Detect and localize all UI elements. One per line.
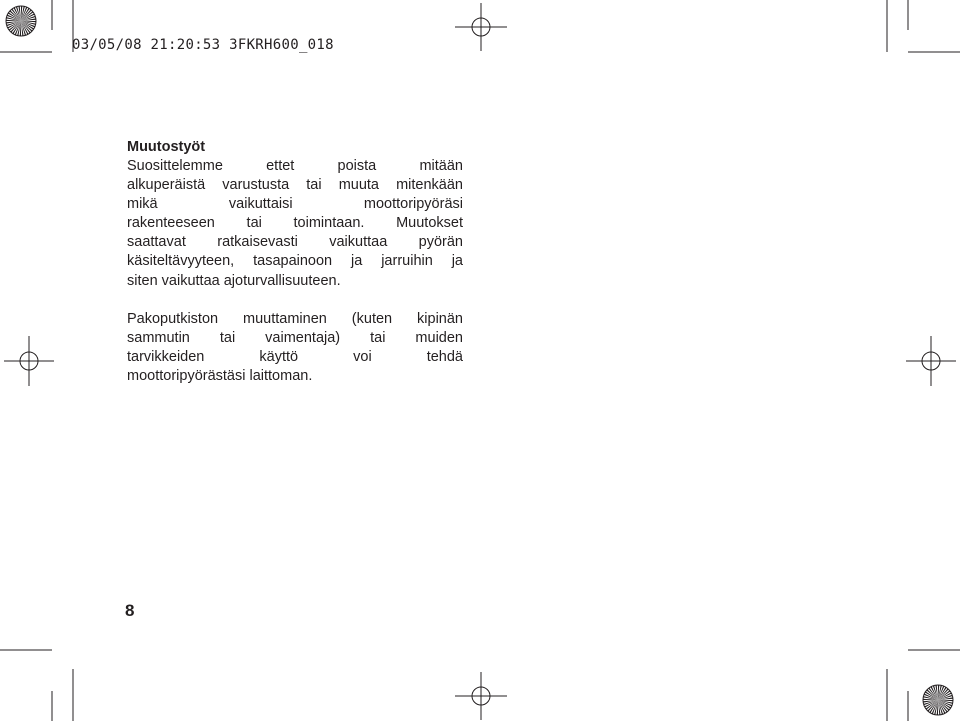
registration-mark-top [455,3,507,51]
text-line: tarvikkeiden käyttö voi tehdä [127,348,463,365]
text-line: mikä vaikuttaisi moottoripyöräsi [127,196,463,213]
star-target-bottom-right [923,685,953,715]
registration-mark-bottom [455,672,507,720]
print-job-stamp: 03/05/08 21:20:53 3FKRH600_018 [72,37,334,53]
text-line: Pakoputkiston muuttaminen (kuten kipinän [127,310,463,327]
text-line: käsiteltävyyteen, tasapainoon ja jarruihin ja [127,253,463,270]
star-target-top-left [6,6,36,36]
page-number: 8 [125,601,135,620]
paragraph-exhaust [127,310,463,386]
text-line: sammutin tai vaimentaja) tai muiden [127,329,463,346]
document-section [127,138,463,386]
text-line: moottoripyörästäsi laittoman. [127,367,313,384]
text-line: siten vaikuttaa ajoturvallisuuteen. [127,272,341,289]
text-line: alkuperäistä varustusta tai muuta mitenkään [127,177,463,194]
text-line: rakenteeseen tai toimintaan. Muutokset [127,215,463,232]
section-title: Muutostyöt [127,139,206,155]
text-line: saattavat ratkaisevasti vaikuttaa pyörän [127,234,463,251]
registration-mark-right [906,336,956,386]
registration-mark-left [4,336,54,386]
text-line: Suosittelemme ettet poista mitään [127,158,463,174]
paragraph-modifications [127,157,463,291]
